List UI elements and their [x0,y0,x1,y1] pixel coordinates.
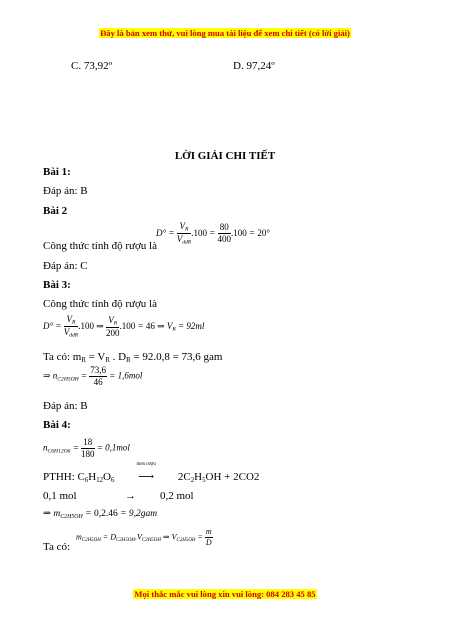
solution-title: LỜI GIẢI CHI TIẾT [174,150,276,162]
bai3-heading: Bài 3: [43,279,71,291]
option-d: D. 97,24º [233,60,275,72]
bai4-mol-arrow: → [125,490,136,502]
bai3-formula-label: Công thức tính độ rượu là [43,298,157,310]
bai4-mol: $n_{C6H12O6}$ = $\frac{18}{180}$ = 0,1mol [43,437,130,459]
bai4-taco: Ta có: [43,541,71,553]
footer-contact-text: Mọi thắc mắc vui lòng xin vui lòng: 084 283 45 85 [134,589,316,599]
bai4-mol-left: 0,1 mol [43,490,77,502]
bai3-mass-line: Ta có: $m_R = V_R$ . $D_R = 92.0,8 = 73,6$ gam [43,351,223,365]
bai2-formula: D° = $\frac{V_R}{V_{ddR}}$ .100 = $\frac{80}{400}$ .100 = 20° [156,221,270,246]
bai1-answer: Đáp án: B [43,185,88,197]
bai2-lhs: D° [156,228,167,238]
bai2-answer: Đáp án: C [43,260,88,272]
bai2-frac1: $\frac{V_R}{V_{ddR}}$ [176,221,192,246]
bai2-frac2: $\frac{80}{400}$ [217,222,232,245]
bai4-volume-formula: $m_{C2H5OH} = D_{C2H5OH}.V_{C2H5OH}$ ⇒ $V_{C2H5OH}$ = $\frac{m}{D}$ [76,527,212,547]
bai3-mol: ⇒ $n_{C2H5OH}$ = $\frac{73,6}{46}$ = 1,6mol [43,365,143,387]
bai4-heading: Bài 4: [43,419,71,431]
bai4-mass: ⇒ $m_{C2H5OH} = 0,2.46 = 9,2gam$ [43,509,158,520]
preview-notice [0,28,450,38]
bai2-heading: Bài 2 [43,205,68,217]
bai4-pthh: PTHH: $C_6H_{12}O_6$ men rượu ⟶ $2C_2H_5OH + 2CO2$ [43,462,260,485]
footer-contact [0,589,450,599]
bai3-formula: D° = $\frac{V_R}{V_{ddR}}$ .100 ⇒ $\frac{V_R}{200}$ .100 = 46 ⇒ $V_R = 92ml$ [43,314,205,339]
bai4-mol-right: 0,2 mol [160,490,194,502]
reaction-arrow: men rượu ⟶ [136,462,156,483]
preview-notice-text: Đây là bản xem thử, vui lòng mua tài liệu để xem chi tiết (có lời giải) [100,28,350,38]
option-c: C. 73,92º [71,60,112,72]
bai1-heading: Bài 1: [43,166,71,178]
bai3-answer: Đáp án: B [43,400,88,412]
bai2-formula-label: Công thức tính độ rượu là [43,240,157,252]
